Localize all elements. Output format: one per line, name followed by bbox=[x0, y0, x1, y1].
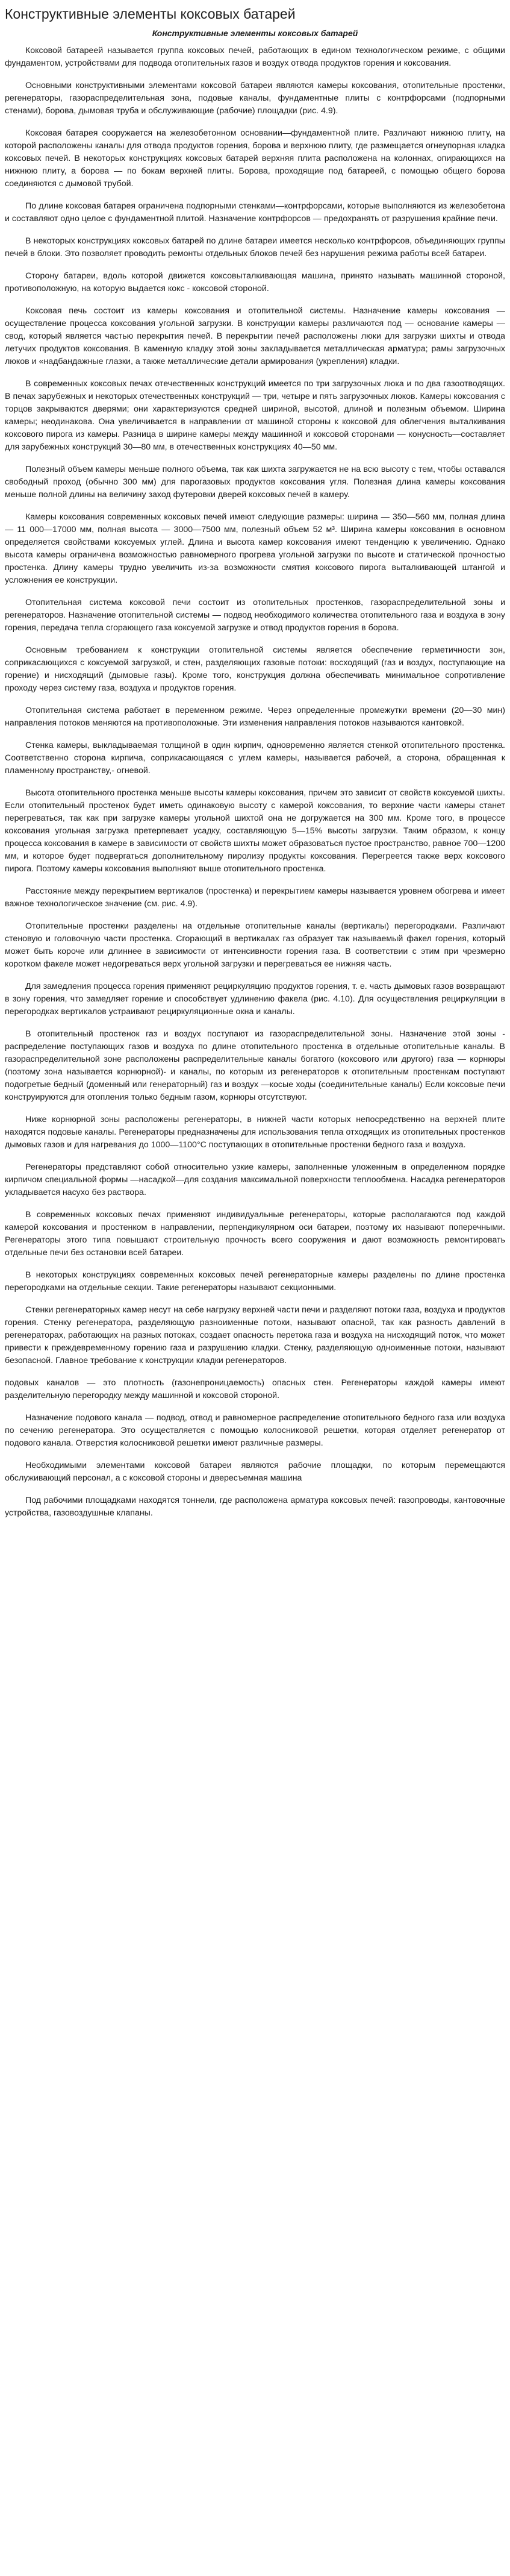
page-title: Конструктивные элементы коксовых батарей bbox=[5, 6, 296, 22]
article-paragraph: Основным требованием к конструкции отопительной системы является обеспечение герметичности зон, соприкасающихся с коксуемой загрузкой, и стен, разделяющих газовые потоки: восходящий (газ и воздух, поступающие на горение) и нисходящий (дымовые газы). Кроме того, конструкция должна обеспечивать минимальное сопротивление проходу через систему газа, воздуха и продуктов горения. bbox=[5, 645, 505, 693]
article-paragraph: Стенка камеры, выкладываемая толщиной в один кирпич, одновременно является стенкой отопительного простенка. Соответственно сторона кирпича, соприкасающаяся с углем камеры, называется рабочей, а сторона, обращенная к пламенному пространству,- огневой. bbox=[5, 741, 505, 776]
article-paragraph: Сторону батареи, вдоль которой движется коксовыталкивающая машина, принято называть машинной стороной, противоположную, на которую выдается кокс - коксовой стороной. bbox=[5, 271, 505, 293]
article-body bbox=[5, 45, 505, 1520]
article-paragraph: В современных коксовых печах отечественных конструкций имеется по три загрузочных люка и по два газоотводящих. В печах зарубежных и некоторых отечественных конструкций — три, четыре и пять загрузочных люков. Камеры коксования с торцов закрываются дверями; они характеризуются средней шириной, высотой, длиной и полезным объемом. Ширина камеры; неодинакова. Она увеличивается в направлении от машиной стороны к коксовой для облегчения выталкивания коксового пирога из камеры. Разница в ширине камеры между машинной и коксовой сторонами — конусность—составляет для зарубежных конструкций 30—80 мм, в отечественных конструкциях 40—50 мм. bbox=[5, 379, 505, 452]
article-paragraph: Отопительная система коксовой печи состоит из отопительных простенков, газораспределительной зоны и регенераторов. Назначение отопительной системы — подвод необходимого количества отопительного газа и воздуха в зону горения, передача тепла сгорающего газа коксуемой загрузке и отвод продуктов горения в борова. bbox=[5, 598, 505, 633]
article-paragraph: По длине коксовая батарея ограничена подпорными стенками—контрфорсами, которые выполняются из железобетона и составляют одно целое с фундаментной плитой. Назначение контрфорсов — предохранять от разрушения крайние печи. bbox=[5, 201, 505, 224]
article-paragraph: Отопительная система работает в переменном режиме. Через определенные промежутки времени (20—30 мин) направления потоков меняются на противоположные. Эти изменения направления потоков называются кантовкой. bbox=[5, 706, 505, 728]
article-paragraph: подовых каналов — это плотность (газонепроницаемость) опасных стен. Регенераторы каждой камеры имеют разделительную перегородку между машинной и коксовой стороной. bbox=[5, 1378, 505, 1400]
article-paragraph: Коксовой батареей называется группа коксовых печей, работающих в едином технологическом режиме, с общими фундаментом, устройствами для подвода отопительных газов и воздух отвода продуктов горения и коксования. bbox=[5, 46, 505, 68]
article-paragraph: Ниже корнюрной зоны расположены регенераторы, в нижней части которых непосредственно на верхней плите находятся подовые каналы. Регенераторы предназначены для использования тепла отходящих из отопительных простенков дымовых газов и для нагревания до 1000—1100°С поступающих в отопительные простенки бедного газа и воздуха. bbox=[5, 1115, 505, 1150]
article-paragraph: В отопительный простенок газ и воздух поступают из газораспределительной зоны. Назначение этой зоны - распределение поступающих газов и воздуха по длине отопительного простенка в отдельные отопительные каналы. В газораспределительной зоне расположены распределительные каналы богатого (коксового или другого) газа — корнюры (поэтому зона называется корнюрной)- и каналы, по которым из регенераторов к отопительным простенкам поступают подогретые бедный (доменный или генераторный) газ и воздух —косые ходы (соединительные каналы) Если коксовые печи конструируются для отопления только бедным газом, корнюры отсутствуют. bbox=[5, 1029, 505, 1102]
article-paragraph: Необходимыми элементами коксовой батареи являются рабочие площадки, по которым перемещаются обслуживающий персонал, а с коксовой стороны и двересъемная машина bbox=[5, 1461, 505, 1483]
article-paragraph: Расстояние между перекрытием вертикалов (простенка) и перекрытием камеры называется уровнем обогрева и имеет важное технологическое значение (см. рис. 4.9). bbox=[5, 886, 505, 909]
article-paragraph: Для замедления процесса горения применяют рециркуляцию продуктов горения, т. е. часть дымовых газов возвращают в зону горения, что замедляет горение и способствует удлинению факела (рис. 4.10). Для осуществления рециркуляции в перегородках вертикалов устраивают рециркуляционные окна и каналы. bbox=[5, 982, 505, 1017]
article-paragraph: Коксовая батарея сооружается на железобетонном основании—фундаментной плите. Различают нижнюю плиту, на которой расположены каналы для отвода продуктов горения, борова и верхнюю плиту, где размещается огнеупорная кладка коксовых печей. В некоторых конструкциях коксовых батарей верхняя плита расположена на колоннах, опирающихся на нижнюю плиту, а борова — по бокам верхней плиты. Борова, проходящие под батареей, с помощью общего борова соединяются с дымовой трубой. bbox=[5, 128, 505, 189]
article-paragraph: Основными конструктивными элементами коксовой батареи являются камеры коксования, отопительные простенки, регенераторы, газораспределительная зона, подовые каналы, фундаментные плиты с контрфорсами (подпорными стенами), борова, дымовая труба и обслуживающие (рабочие) площадки (рис. 4.9). bbox=[5, 81, 505, 116]
article-paragraph: Высота отопительного простенка меньше высоты камеры коксования, причем это зависит от свойств коксуемой шихты. Если отопительный простенок будет иметь одинаковую высоту с камерой коксования, то верхние части камеры станет перегреваться, так как при загрузке камеры угольной шихтой она не догружается на 300 мм. Кроме того, в процессе коксования угольная загрузка претерпевает усадку, составляющую 5—15% высоты загрузки. Таким образом, к концу процесса коксования в камере в зависимости от свойств шихты может образоваться пустое пространство, равное 700—1200 мм, и которое будет подвергаться дополнительному пиролизу продукты коксования. Перегреется также верх коксового пирога. Поэтому камеры коксования выполняют выше отопительного простенка. bbox=[5, 788, 505, 874]
article-paragraph: Камеры коксования современных коксовых печей имеют следующие размеры: ширина — 350—560 мм, полная длина — 11 000—17000 мм, полная высота — 3000—7500 мм, полезный объем 52 м³. Ширина камеры коксования в основном определяется свойствами коксуемых углей. Длина и высота камер коксования имеют тенденцию к увеличению. Однако высота камеры ограничена возможностью равномерного прогрева угольной загрузки по высоте и статической прочностью простенка. Длину камеры трудно увеличить из-за возможности смятия коксового пирога выталкивающей штангой и усложнения ее конструкции. bbox=[5, 512, 505, 585]
article-paragraph: Полезный объем камеры меньше полного объема, так как шихта загружается не на всю высоту с тем, чтобы оставался свободный проход (обычно 300 мм) для парогазовых продуктов коксования угля. Полезная длина камеры коксования меньше полной длины на величину заход футеровки дверей коксовых печей в камеру. bbox=[5, 465, 505, 500]
article-paragraph: В некоторых конструкциях коксовых батарей по длине батареи имеется несколько контрфорсов, объединяющих группы печей в блоки. Это позволяет проводить ремонты отдельных блоков печей без нарушения режима работы всей батареи. bbox=[5, 236, 505, 259]
article-paragraph: Коксовая печь состоит из камеры коксования и отопительной системы. Назначение камеры коксования — осуществление процесса коксования угольной загрузки. В конструкции камеры различаются под — основание камеры — свод, который является частью перекрытия печей. В перекрытии печей расположены люки для загрузки шихты и отвода летучих продуктов коксования. В каменную кладку этой зоны закладывается металлическая арматура; рамы загрузочных люков и «надбандажные глазки, а также металлические детали армирования (укрепления) кладки. bbox=[5, 306, 505, 366]
article-paragraph: Регенераторы представляют собой относительно узкие камеры, заполненные уложенным в определенном порядке кирпичом специальной формы —насадкой—для создания максимальной поверхности теплообмена. Насадка регенераторов укладывается насухо без раствора. bbox=[5, 1162, 505, 1197]
article-paragraph: Стенки регенераторных камер несут на себе нагрузку верхней части печи и разделяют потоки газа, воздуха и продуктов горения. Стенку регенератора, разделяющую разноименные потоки, называют опасной, так как разность давлений в регенераторах, работающих на разных потоках, создает опасность перетока газа и воздуха на нисходящий поток, что может привести к преждевременному горению газа и разрушению кладки. Стенку, разделяющую одноименные потоки, называют безопасной. Главное требование к конструкции кладки регенераторов. bbox=[5, 1305, 505, 1365]
article-paragraph: Под рабочими площадками находятся тоннели, где расположена арматура коксовых печей: газопроводы, кантовочные устройства, газовоздушные клапаны. bbox=[5, 1496, 505, 1518]
article-paragraph: В некоторых конструкциях современных коксовых печей регенераторные камеры разделены по длине простенка перегородками на отдельные секции. Такие регенераторы называют секционными. bbox=[5, 1270, 505, 1293]
article-paragraph: Отопительные простенки разделены на отдельные отопительные каналы (вертикалы) перегородками. Различают стеновую и головочную части простенка. Сгорающий в вертикалах газ образует так называемый факел горения, который может быть короче или длиннее в зависимости от интенсивности горения газа. В соответствии с этим при чрезмерно коротком факеле может недогреваться верх угольной загрузки и перегреваться ее нижняя часть. bbox=[5, 921, 505, 969]
article-paragraph: В современных коксовых печах применяют индивидуальные регенераторы, которые располагаются под каждой камерой коксования и простенком в направлении, перпендикулярном оси батареи, поэтому их называют поперечными. Регенераторы этого типа повышают строительную прочность всего сооружения и дают возможность ремонтировать отдельные печи без остановки всей батареи. bbox=[5, 1210, 505, 1258]
article-paragraph: Назначение подового канала — подвод, отвод и равномерное распределение отопительного бедного газа или воздуха по сечению регенератора. Это осуществляется с помощью колосниковой решетки, которая отделяет регенератор от подового канала. Отверстия колосниковой решетки имеют различные размеры. bbox=[5, 1413, 505, 1448]
article-subtitle: Конструктивные элементы коксовых батарей bbox=[152, 28, 358, 38]
